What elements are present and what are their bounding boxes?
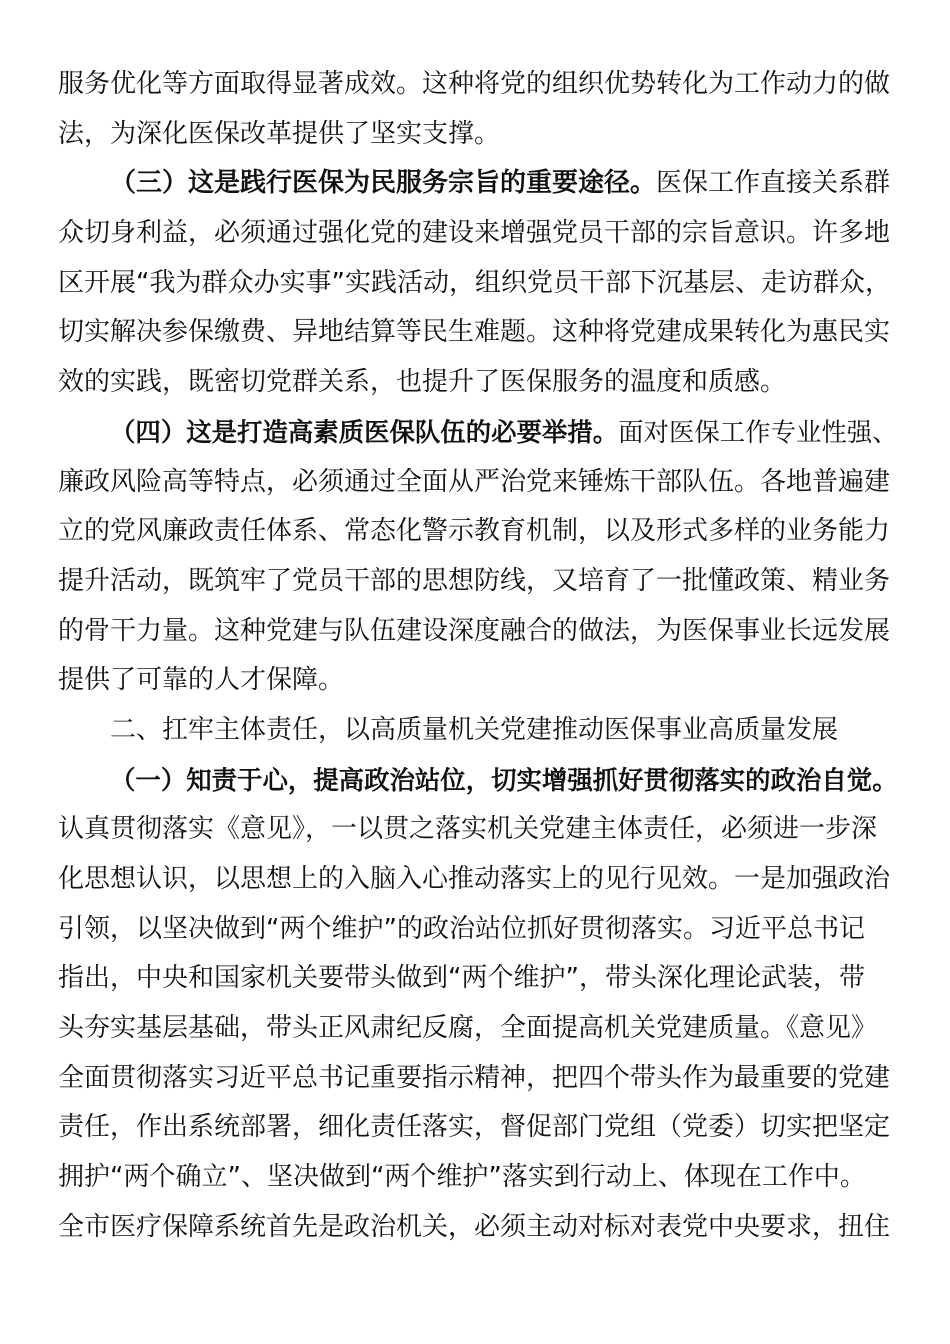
body-text: 面对医保工作专业性强、 (618, 416, 898, 447)
text-line (58, 159, 898, 209)
body-text: 医保工作直接关系群 (656, 168, 891, 199)
text-line (58, 1103, 898, 1153)
text-line (58, 1153, 898, 1203)
body-text: 认真贯彻落实《意见》，一以贯之落实机关党建主体责任，必须进一步深 (58, 814, 878, 845)
body-text: 全面贯彻落实习近平总书记重要指示精神，把四个带头作为最重要的党建 (58, 1062, 891, 1093)
text-line (58, 607, 898, 657)
body-text: 切实解决参保缴费、异地结算等民生难题。这种将党建成果转化为惠民实 (58, 317, 891, 348)
body-text: 法，为深化医保改革提供了坚实支撑。 (58, 118, 501, 149)
document-body (58, 60, 898, 1253)
text-line (58, 855, 898, 905)
body-text: 众切身利益，必须通过强化党的建设来增强党员干部的宗旨意识。许多地 (58, 218, 891, 249)
body-text: 提升活动，既筑牢了党员干部的思想防线，又培育了一批懂政策、精业务 (58, 565, 891, 596)
body-text: 提供了可靠的人才保障。 (58, 665, 345, 696)
body-text: 立的党风廉政责任体系、常态化警示教育机制，以及形式多样的业务能力 (58, 516, 891, 547)
body-text: 效的实践，既密切党群关系，也提升了医保服务的温度和质感。 (58, 367, 787, 398)
text-line (58, 1054, 898, 1104)
text-line (58, 458, 898, 508)
text-line (58, 209, 898, 259)
bold-heading-text: （三）这是践行医保为民服务宗旨的重要途径。 (110, 168, 657, 199)
text-line (58, 308, 898, 358)
body-text: 廉政风险高等特点，必须通过全面从严治党来锤炼干部队伍。各地普遍建 (58, 466, 891, 497)
text-line (58, 706, 898, 756)
text-line (58, 60, 898, 110)
body-text: 的骨干力量。这种党建与队伍建设深度融合的做法，为医保事业长远发展 (58, 615, 891, 646)
text-line (58, 805, 898, 855)
text-line (58, 507, 898, 557)
body-text: 责任，作出系统部署，细化责任落实，督促部门党组（党委）切实把坚定 (58, 1112, 891, 1143)
text-line (58, 656, 898, 706)
text-line (58, 1203, 898, 1253)
text-line (58, 1004, 898, 1054)
body-text: 服务优化等方面取得显著成效。这种将党的组织优势转化为工作动力的做 (58, 69, 891, 99)
body-text: 全市医疗保障系统首先是政治机关，必须主动对标对表党中央要求，扭住 (58, 1211, 891, 1242)
bold-heading-text: （一）知责于心，提高政治站位，切实增强抓好贯彻落实的政治自觉。 (110, 764, 898, 795)
text-line (58, 259, 898, 309)
body-text: 区开展“我为群众办实事”实践活动，组织党员干部下沉基层、走访群众， (58, 267, 891, 298)
body-text: 指出，中央和国家机关要带头做到“两个维护”，带头深化理论武装，带 (58, 963, 865, 994)
text-line (58, 954, 898, 1004)
text-line (58, 110, 898, 160)
body-text: 化思想认识，以思想上的入脑入心推动落实上的见行见效。一是加强政治 (58, 864, 891, 894)
body-text: 拥护“两个确立”、坚决做到“两个维护”落实到行动上、体现在工作中。 (58, 1162, 866, 1193)
body-text: 引领，以坚决做到“两个维护”的政治站位抓好贯彻落实。习近平总书记 (58, 913, 865, 944)
body-text: 头夯实基层基础，带头正风肃纪反腐，全面提高机关党建质量。《意见》 (58, 1013, 878, 1044)
bold-heading-text: （四）这是打造高素质医保队伍的必要举措。 (110, 416, 619, 447)
body-text: 二、扛牢主体责任，以高质量机关党建推动医保事业高质量发展 (110, 714, 839, 745)
text-line (58, 756, 898, 806)
text-line (58, 557, 898, 607)
text-line (58, 358, 898, 408)
text-line (58, 408, 898, 458)
text-line (58, 905, 898, 955)
